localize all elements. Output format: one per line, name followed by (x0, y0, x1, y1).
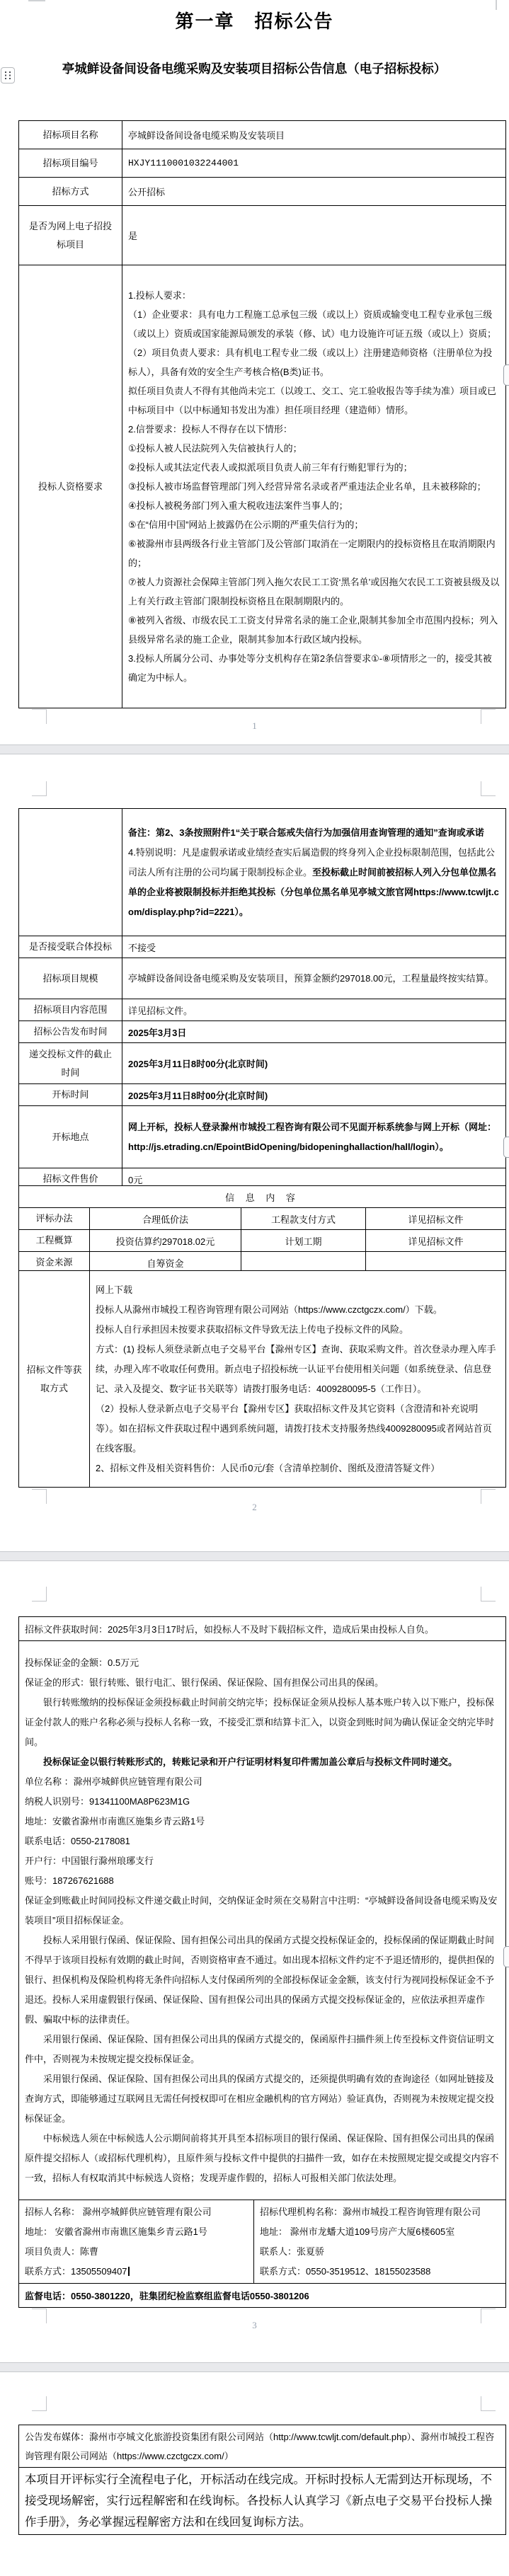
page-number-3: 3 (252, 2320, 257, 2330)
deposit-paragraph: 银行转账缴纳的投标保证金须投标截止时间前交纳完毕；投标保证金须从投标人基本账户转入以下账户，投标保证金付款人的账户名称必须与投标人名称一致，不接受汇票和结算卡汇入，以资金到账时间为确认保证金交纳完毕时间。 (25, 1696, 495, 1747)
table-drag-handle-icon[interactable] (1, 67, 15, 84)
e-bidding-notice-cell (19, 2468, 506, 2535)
special-note-normal: 4.特别说明：凡是虚假承诺或业绩经查实后属造假的终身列入企业投标限制范围，包括此公司法人所有注册的公司均属于限制投标企业。 (128, 846, 495, 878)
deposit-paragraph: 纳税人识别号：91341100MA8P623M1G (25, 1795, 190, 1807)
label-planned-duration: 计划工期 (241, 1230, 366, 1252)
value-submit-deadline: 2025年3月11日8时00分(北京时间) (122, 1043, 506, 1084)
scroll-indicator[interactable] (503, 364, 509, 386)
table-row (19, 2425, 506, 2468)
deposit-paragraph: 联系电话：0550-2178081 (25, 1835, 130, 1846)
value-project-estimate: 投资估算约297018.02元 (90, 1230, 241, 1252)
margin-mark (32, 781, 47, 796)
label-bid-method: 招标方式 (19, 178, 122, 206)
table-row (19, 121, 506, 149)
value-eval-method: 合理低价法 (90, 1208, 241, 1230)
margin-mark (28, 0, 45, 1)
label-payment-method: 工程款支付方式 (241, 1208, 366, 1230)
margin-mark (481, 1587, 496, 1602)
page-separator (0, 2362, 509, 2372)
qual-paragraph: ③投标人被市场监督管理部门列入经营异常名录或者严重违法企业名单，且未被移除的； (128, 481, 486, 492)
label-open-place: 开标地点 (19, 1106, 122, 1168)
deposit-paragraph: 开户行：中国银行滁州琅琊支行 (25, 1855, 154, 1866)
table-row (19, 2468, 506, 2535)
bidder-contact-cell (19, 2200, 254, 2284)
deposit-contact-table (18, 1616, 506, 2308)
qual-paragraph: （1）企业要求：具有电力工程施工总承包三级（或以上）资质或输变电工程专业承包三级（或以上）资质或国家能源局颁发的承装（修、试）电力设施许可证五级（或以上）资质； (128, 309, 497, 339)
label-project-name: 招标项目名称 (19, 121, 122, 149)
table-row (19, 1641, 506, 2200)
deposit-paragraph: 保证金的形式：银行转账、银行电汇、银行保函、保证保险、国有担保公司出具的保函。 (25, 1677, 384, 1688)
deposit-paragraph: 采用银行保函、保证保险、国有担保公司出具的保函方式提交的，还须提供明确有效的查询途径（如网址链接及查询方式，即能够通过互联网且无需任何授权即可在相应金融机构的官方网站）验证真伪，否则视为未按规定提交投标保证金。 (25, 2073, 495, 2124)
table-row (19, 1106, 506, 1168)
deposit-paragraph: 中标候选人须在中标候选人公示期间前将其开具至本招标项目的银行保函、保证保险、国有担保公司出具的保函原件提交招标人（或招标代理机构），且原件须与投标文件中提供的扫描件一致，如存在未按照规定提交或提交内容不一致，招标人有权取消其中标候选人资格；发现弄虚作假的，招标人可报相关部门依法处理。 (25, 2132, 499, 2183)
label-qualification-cont (19, 809, 122, 936)
fetch-paragraph: 2、招标文件及相关资料售价：人民币0元/套（含清单控制价、图纸及澄清答疑文件） (96, 1462, 440, 1473)
deposit-paragraph: 地址：安徽省滁州市南谯区施集乡青云路1号 (25, 1815, 205, 1827)
table-row (19, 1208, 506, 1230)
doc-fetch-table (18, 1270, 506, 1488)
table-row (19, 809, 506, 936)
label-project-code: 招标项目编号 (19, 149, 122, 178)
supervision-phone: 监督电话：0550-3801220，驻集团纪检监察组监督电话0550-3801206 (19, 2284, 506, 2308)
deposit-paragraph: 投标保证金的金额：0.5万元 (25, 1657, 139, 1668)
table-row (19, 1617, 506, 1641)
label-eval-method: 评标办法 (19, 1208, 90, 1230)
label-submit-deadline: 递交投标文件的截止时间 (19, 1043, 122, 1084)
label-doc-price: 招标文件售价 (19, 1168, 122, 1190)
deposit-details-cell (19, 1641, 506, 2200)
label-project-estimate: 工程概算 (19, 1230, 90, 1252)
qual-paragraph: 拟任项目负责人不得有其他尚未完工（以竣工、交工、完工验收报告等手续为准）项目或已中标项目中（以中标通知书发出为准）担任项目经理（建造师）情形。 (128, 386, 497, 415)
table-row (19, 149, 506, 178)
media-notice-table (18, 2425, 506, 2535)
qual-paragraph: ④投标人被税务部门列入重大税收违法案件当事人的； (128, 500, 348, 511)
value-payment-method: 详见招标文件 (366, 1208, 506, 1230)
info-content-table (18, 1185, 506, 1274)
deposit-paragraph: 单位名称 ：滁州亭城鲜供应链管理有限公司 (25, 1776, 202, 1787)
bidder-manager: 项目负责人：陈曹 (25, 2246, 99, 2257)
announce-media: 公告发布媒体：滁州市亭城文化旅游投资集团有限公司网站（http://www.tcwljt.com/default.php）、滁州市城投工程咨询管理有限公司网站（https://www.czctgczx.com/） (19, 2425, 506, 2468)
value-project-scale: 亭城鲜设备间设备电缆采购及安装项目，预算金额约297018.00元，工程量最终按实结算。 (122, 958, 506, 999)
table-row (19, 936, 506, 958)
qual-paragraph: ②投标人或其法定代表人或拟派项目负责人前三年有行贿犯罪行为的； (128, 462, 413, 473)
table-row (19, 265, 506, 708)
value-open-time: 2025年3月11日8时00分(北京时间) (122, 1084, 506, 1106)
value-fund-source: 自筹资金 (90, 1252, 241, 1274)
qual-paragraph: ⑤在“信用中国”网站上披露仍在公示期的严重失信行为的； (128, 519, 364, 530)
margin-mark (32, 2396, 47, 2411)
qual-paragraph: ⑥被滁州市县两级各行业主管部门及公管部门取消在一定期限内的投标资格且在取消期限内的； (128, 539, 496, 568)
agency-phone: 联系方式：0550-3519512、18155023588 (260, 2265, 431, 2277)
label-project-scope: 招标项目内容范围 (19, 999, 122, 1021)
deposit-paragraph: 投标保证金以银行转账形式的，转账记录和开户行证明材料复印件需加盖公章后与投标文件同时递交。 (43, 1756, 458, 1767)
value-announce-date: 2025年3月3日 (122, 1021, 506, 1043)
label-consortium: 是否接受联合体投标 (19, 936, 122, 958)
label-online-ebidding: 是否为网上电子招投标项目 (19, 206, 122, 265)
value-doc-price: 0元 (122, 1168, 506, 1190)
value-bid-method: 公开招标 (122, 178, 506, 206)
value-project-scope: 详见招标文件。 (122, 999, 506, 1021)
table-row (19, 1043, 506, 1084)
qual-note: 备注：第2、3条按照附件1“关于联合惩戒失信行为加强信用查询管理的通知”查询或承诺 (128, 827, 484, 838)
e-bidding-notice: 本项目开评标实行全流程电子化，开标活动在线完成。开标时投标人无需到达开标现场，不接受现场解密，实行远程解密和在线询标。各投标人认真学习《新点电子交易平台投标人操作手册》，务必掌握远程解密方法和在线回复询标方法。 (25, 2473, 492, 2529)
deposit-paragraph: 账号：187267621688 (25, 1875, 114, 1886)
table-row (19, 206, 506, 265)
value-consortium: 不接受 (122, 936, 506, 958)
page-separator (0, 744, 509, 754)
value-qualification-cont (122, 809, 506, 936)
margin-mark (32, 1587, 47, 1602)
label-project-scale: 招标项目规模 (19, 958, 122, 999)
qual-paragraph: ⑦被人力资源社会保障主管部门列入拖欠农民工工资‘黑名单’或因拖欠农民工工资被县级及以上有关行政主管部门限制投标资格且在限制期限内的。 (128, 577, 500, 606)
bid-info-table-page2 (18, 808, 506, 1190)
fetch-paragraph: 网上下载 (96, 1284, 133, 1295)
fetch-paragraph: 方式：(1) 投标人须登录新点电子交易平台【滁州专区】查询、获取采购文件。首次登录办理入库手续，办理入库不收取任何费用。新点电子招投标统一认证平台使用相关问题（如系统登录、信息登记、录入及提交、数字证书关联等）请拨打服务电话：4009280095-5（工作日）。 (96, 1343, 496, 1394)
qual-paragraph: 1.投标人要求： (128, 290, 191, 301)
page-number-1: 1 (252, 720, 257, 731)
fetch-paragraph: 投标人从滁州市城投工程咨询管理有限公司网站（https://www.czctgczx.com/）下载。 (96, 1304, 442, 1315)
agency-address: 地址： 滁州市龙蟠大道109号房产大厦6楼605室 (260, 2226, 455, 2237)
label-announce-date: 招标公告发布时间 (19, 1021, 122, 1043)
page-separator (0, 1551, 509, 1561)
bidder-phone (25, 2262, 248, 2282)
table-row (19, 2284, 506, 2308)
fetch-paragraph: （2）投标人登录新点电子交易平台【滁州专区】获取招标文件及其它资料（含澄清和补充说明等）。如在招标文件获取过程中遇到系统问题，请拨打技术支持服务热线4009280095或者网站首页在线客服。 (96, 1403, 492, 1454)
table-row (19, 958, 506, 999)
table-row (19, 178, 506, 206)
value-project-name: 亭城鲜设备间设备电缆采购及安装项目 (122, 121, 506, 149)
bidder-address: 地址： 安徽省滁州市南谯区施集乡青云路1号 (25, 2226, 207, 2237)
special-note-bold: 至投标截止时间前被招标人列入分包单位黑名单的企业将被限制投标并拒绝其投标（分包单位黑名单见亭城文旅官网https://www.tcwljt.com/display.php?id=2221）。 (128, 866, 499, 917)
page-number-2: 2 (252, 1502, 257, 1512)
table-row (19, 999, 506, 1021)
value-doc-fetch-method (90, 1271, 506, 1488)
bidder-phone-text: 联系方式：13505509407 (25, 2265, 127, 2277)
bid-info-table-page1 (18, 120, 506, 708)
table-row (19, 2200, 506, 2284)
fetch-paragraph: 投标人自行承担因未按要求获取招标文件导致无法上传电子投标文件的风险。 (96, 1323, 409, 1335)
qual-paragraph: （2）项目负责人要求：具有机电工程专业二级（或以上）注册建造师资格（注册单位为投标人），具备有效的安全生产考核合格(B类)证书。 (128, 347, 493, 377)
table-row (19, 1230, 506, 1252)
value-online-ebidding: 是 (122, 206, 506, 265)
value-qualification (122, 265, 506, 708)
qual-special-note (128, 843, 500, 922)
label-fund-source: 资金来源 (19, 1252, 90, 1274)
value-open-place: 网上开标，投标人登录滁州市城投工程咨询有限公司不见面开标系统参与网上开标（网址：http://js.etrading.cn/EpointBidOpening/bidopeninghallaction/hall/login）。 (122, 1106, 506, 1168)
scroll-indicator[interactable] (503, 1137, 509, 1158)
label-open-time: 开标时间 (19, 1084, 122, 1106)
qual-paragraph: ⑧被列入省级、市级农民工工资支付异常名录的施工企业,限制其参加全市范围内投标；列入县级异常名录的施工企业，限制其参加本行政区域内投标。 (128, 615, 498, 645)
agency-contact-cell (254, 2200, 506, 2284)
text-cursor (128, 2267, 130, 2276)
dots-grid-icon (4, 71, 11, 80)
deposit-paragraph: 保证金到账截止时间同投标文件递交截止时间，交纳保证金时须在交易附言中注明：“亭城鲜设备间设备电缆采购及安装项目”项目招标保证金。 (25, 1894, 498, 1926)
bidder-name: 招标人名称： 滁州亭城鲜供应链管理有限公司 (25, 2206, 212, 2217)
table-row (19, 1186, 506, 1208)
doc-subtitle: 亭城鲜设备间设备电缆采购及安装项目招标公告信息（电子招标投标） (62, 62, 447, 76)
qual-paragraph: ①投标人被人民法院列入失信被执行人的； (128, 443, 302, 454)
table-row (19, 1271, 506, 1488)
scroll-indicator[interactable] (503, 1946, 509, 1967)
qual-paragraph: 3.投标人所属分公司、办事处等分支机构存在第2条信誉要求①-⑧项情形之一的，接受其被确定为中标人。 (128, 653, 492, 683)
info-content-header: 信 息 内 容 (19, 1186, 506, 1208)
deposit-paragraph: 采用银行保函、保证保险、国有担保公司出具的保函方式提交的，保函原件扫描件须上传至投标文件资信证明文件中，否则视为未按规定提交投标保证金。 (25, 2033, 495, 2064)
label-qualification: 投标人资格要求 (19, 265, 122, 708)
value-project-code: HXJY1110001032244001 (122, 149, 506, 178)
value-planned-duration: 详见招标文件 (366, 1230, 506, 1252)
qual-paragraph: 2.信誉要求：投标人不得存在以下情形： (128, 424, 292, 435)
agency-name: 招标代理机构名称：滁州市城投工程咨询管理有限公司 (260, 2206, 481, 2217)
margin-mark (481, 2396, 496, 2411)
table-row (19, 1084, 506, 1106)
value-doc-fetch-time: 招标文件获取时间：2025年3月3日17时后，如投标人不及时下载招标文件，造成后果由投标人自负。 (19, 1617, 506, 1641)
agency-contact: 联系人：张夏骄 (260, 2246, 325, 2257)
margin-mark (481, 781, 496, 796)
page-title: 第一章 招标公告 (175, 11, 334, 32)
deposit-paragraph: 投标人采用银行保函、保证保险、国有担保公司出具的保函方式提交投标保证金的，投标保函的保证期截止时间不得早于该项目投标有效期的截止时间，否则资格审查不通过。如出现本招标文件约定不予退还情形的，提供担保的银行、担保机构及保险机构将无条件向招标人支付保函所列的全部投标保证金金额，该支付行为视同投标保证金不予退还。投标人采用虚假银行保函、保证保险、国有担保公司出具的保函方式提交投标保证金的，应依法承担弄虚作假、骗取中标的法律责任。 (25, 1934, 495, 2025)
table-row (19, 1021, 506, 1043)
label-doc-fetch-method: 招标文件等获取方式 (19, 1271, 90, 1488)
